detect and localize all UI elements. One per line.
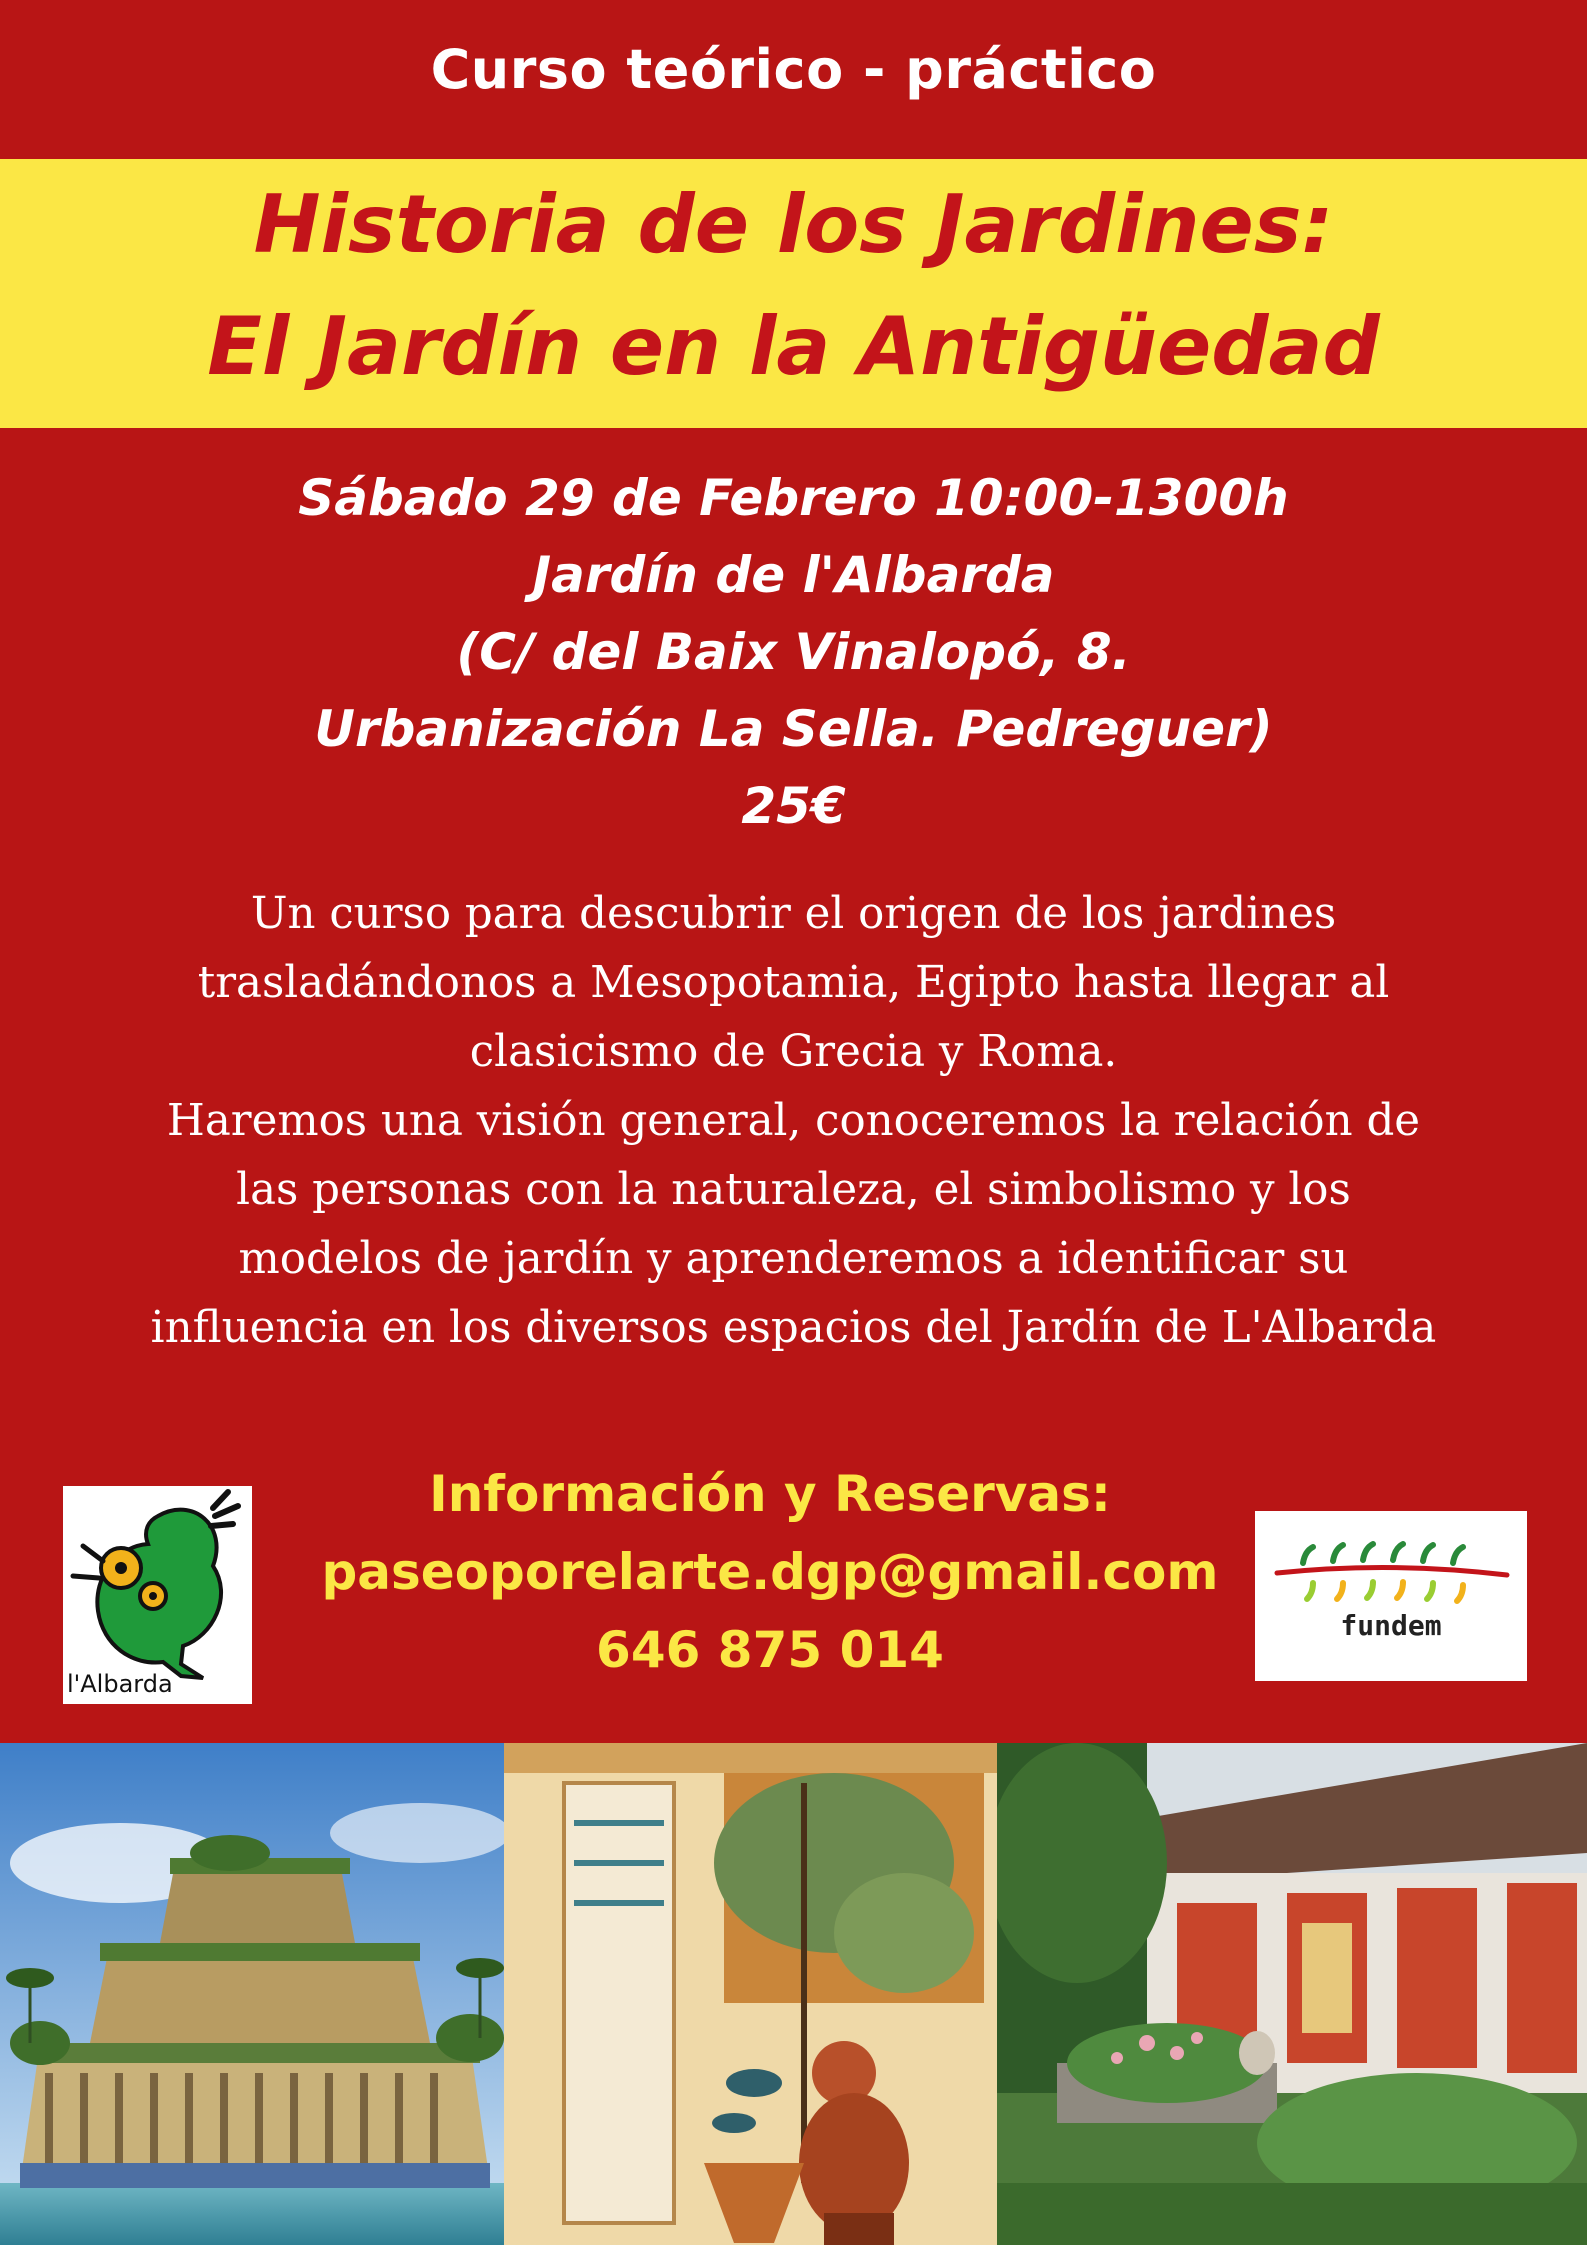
event-address-line-2: Urbanización La Sella. Pedreguer) [314, 700, 1273, 758]
description-line: las personas con la naturaleza, el simbolismo y los [236, 1165, 1351, 1215]
description-line: trasladándonos a Mesopotamia, Egipto hasta llegar al [197, 958, 1390, 1008]
photo-strip [0, 1743, 1587, 2245]
description-line: Haremos una visión general, conoceremos la relación de [166, 1096, 1421, 1146]
contact-phone: 646 875 014 [596, 1621, 944, 1679]
title-line-2: El Jardín en la Antigüedad [207, 300, 1380, 393]
event-date-time: Sábado 29 de Febrero 10:00-1300h [298, 469, 1289, 527]
event-address-line-1: (C/ del Baix Vinalopó, 8. [456, 623, 1131, 681]
description-line: modelos de jardín y aprenderemos a identificar su [238, 1234, 1349, 1284]
roman-courtyard-garden-photo [997, 1743, 1587, 2245]
description-line: clasicismo de Grecia y Roma. [469, 1027, 1118, 1077]
course-type-subtitle: Curso teórico - práctico [430, 38, 1157, 101]
l-albarda-logo [63, 1486, 252, 1704]
contact-email: paseoporelarte.dgp@gmail.com [321, 1543, 1219, 1601]
info-heading: Información y Reservas: [429, 1465, 1111, 1523]
description-line: influencia en los diversos espacios del Jardín de L'Albarda [150, 1303, 1437, 1353]
event-venue: Jardín de l'Albarda [532, 546, 1055, 604]
fundem-logo [1255, 1511, 1527, 1681]
description-line: Un curso para descubrir el origen de los jardines [250, 889, 1337, 939]
title-line-1: Historia de los Jardines: [253, 178, 1334, 271]
egyptian-garden-painting-photo [504, 1743, 997, 2245]
event-details [0, 460, 1587, 845]
title-banner [0, 159, 1587, 428]
contact-info [260, 1455, 1280, 1689]
l-albarda-logo-text: l'Albarda [67, 1670, 173, 1698]
hanging-gardens-photo [0, 1743, 504, 2245]
course-description [40, 880, 1547, 1363]
fundem-logo-text: fundem [1340, 1609, 1442, 1642]
event-price: 25€ [741, 777, 846, 835]
